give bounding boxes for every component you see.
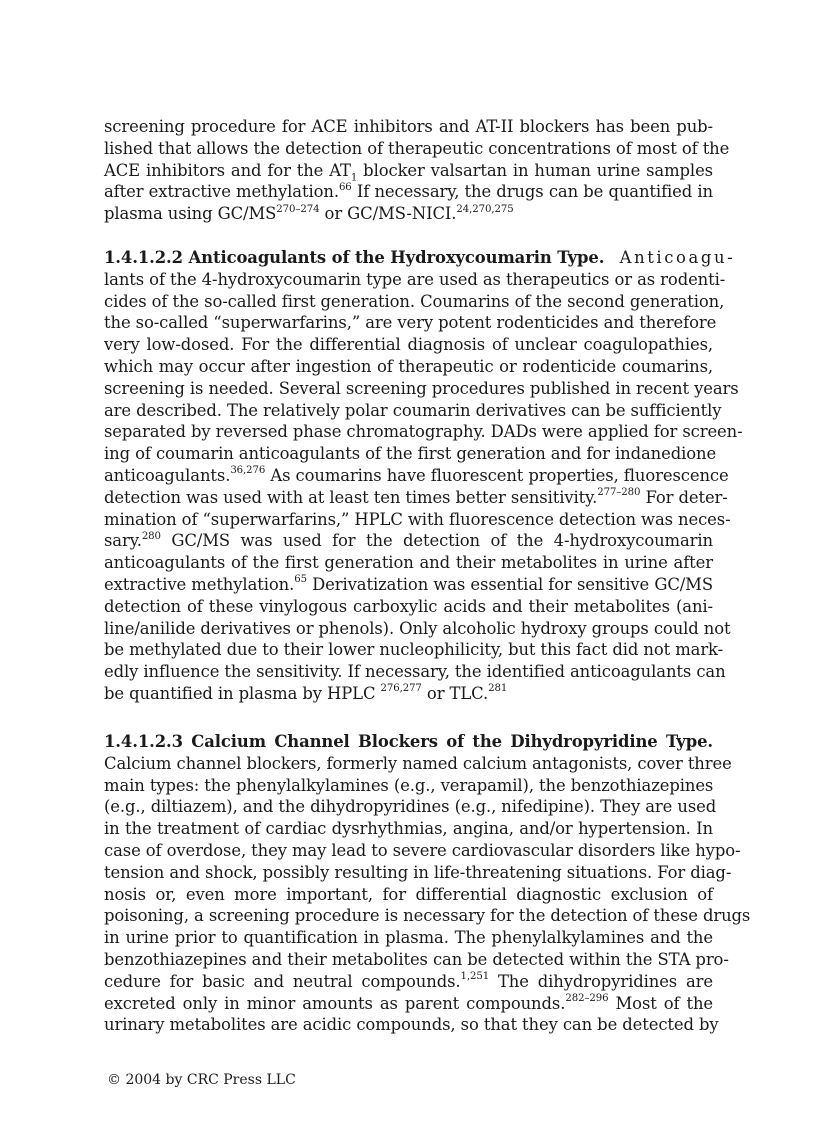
text-line: which may occur after ingestion of therapeutic or rodenticide coumarins, (104, 356, 713, 376)
paragraph-ace-inhibitors (104, 116, 730, 225)
text-line: lished that allows the detection of therapeutic concentrations of most of the (104, 138, 730, 158)
text-line: be methylated due to their lower nucleophilicity, but this fact did not mark- (104, 640, 724, 660)
citation: 280 (141, 530, 161, 542)
citation: 276,277 (380, 683, 422, 695)
citation: 36,276 (230, 465, 266, 477)
text-line: sary.$^{280}$ GC/MS was used for the detection of the 4-hydroxycoumarin (104, 530, 713, 551)
text-line: be quantified in plasma by HPLC $^{276,277}$ or TLC.$^{281}$ (104, 683, 508, 703)
citation: 277–280 (597, 487, 641, 499)
citation: 282–296 (565, 993, 609, 1005)
section-calcium-channel-blockers (104, 731, 751, 1036)
text-line: excreted only in minor amounts as parent compounds.$^{282-296}$ Most of the (104, 993, 713, 1013)
text-line: very low-dosed. For the differential diagnosis of unclear coagulopathies, (104, 335, 713, 355)
text-line: main types: the phenylalkylamines (e.g., verapamil), the benzothiazepines (104, 775, 714, 795)
text-line: lants of the 4-hydroxycoumarin type are used as therapeutics or as rodenti- (104, 269, 726, 289)
text-line: ACE inhibitors and for the $AT_1$ blocker valsartan in human urine samples (104, 160, 713, 183)
citation: 1,251 (460, 971, 490, 983)
text-line: after extractive methylation.$^{66}$ If necessary, the drugs can be quantified in (104, 181, 713, 202)
text-line: separated by reversed phase chromatography. DADs were applied for screen- (104, 422, 743, 442)
section-heading: 1.4.1.2.3 Calcium Channel Blockers of the Dihydropyridine Type. (104, 732, 713, 751)
text-line: extractive methylation.$^{65}$ Derivatization was essential for sensitive GC/MS (104, 574, 713, 594)
text-line: screening is needed. Several screening procedures published in recent years (104, 378, 739, 398)
text-line: mination of “superwarfarins,” HPLC with fluorescence detection was neces- (104, 509, 731, 529)
copyright-footer: © 2004 by CRC Press LLC (107, 1072, 296, 1088)
text-line: poisoning, a screening procedure is necessary for the detection of these drugs (104, 906, 751, 926)
text-line: Calcium channel blockers, formerly named calcium antagonists, cover three (104, 753, 732, 773)
citation: 24,270,275 (456, 203, 514, 215)
section-anticoagulants (104, 247, 743, 705)
text-line: ing of coumarin anticoagulants of the first generation and for indanedione (104, 444, 717, 464)
text-line: edly influence the sensitivity. If necessary, the identified anticoagulants can (104, 662, 726, 682)
text-line: (e.g., diltiazem), and the dihydropyridines (e.g., nifedipine). They are used (104, 797, 717, 817)
text-line: case of overdose, they may lead to severe cardiovascular disorders like hypo- (104, 840, 741, 860)
text-line: cedure for basic and neutral compounds.$^{1,251}$ The dihydropyridines are (104, 971, 713, 991)
citation: 66 (338, 181, 352, 193)
section-heading: 1.4.1.2.2 Anticoagulants of the Hydroxycoumarin Type. (104, 248, 605, 267)
text-line: plasma using GC/MS$^{270-274}$ or GC/MS-NICI.$^{24,270,275}$ (104, 203, 514, 224)
text-line: screening procedure for ACE inhibitors and AT-II blockers has been pub- (104, 117, 713, 136)
text-line (104, 731, 713, 753)
text-line: 1.4.1.2.2 Anticoagulants of the Hydroxycoumarin Type. Anticoagu- (104, 248, 736, 267)
text-line: cides of the so-called first generation. Coumarins of the second generation, (104, 291, 725, 311)
text-line: benzothiazepines and their metabolites can be detected within the STA pro- (104, 949, 729, 969)
text-line: anticoagulants of the first generation and their metabolites in urine after (104, 553, 713, 573)
text-line: detection of these vinylogous carboxylic acids and their metabolites (ani- (104, 596, 713, 616)
text-line: in the treatment of cardiac dysrhythmias, angina, and/or hypertension. In (104, 819, 713, 839)
text-line: the so-called “superwarfarins,” are very potent rodenticides and therefore (104, 313, 717, 333)
text-line: anticoagulants.$^{36,276}$ As coumarins have fluorescent properties, fluorescence (104, 465, 729, 485)
citation: 281 (488, 683, 508, 695)
subscript: 1 (350, 171, 358, 183)
citation: 65 (294, 574, 307, 586)
text-line: are described. The relatively polar coumarin derivatives can be sufficiently (104, 400, 722, 420)
text-line: urinary metabolites are acidic compounds, so that they can be detected by (104, 1015, 719, 1035)
text-line: tension and shock, possibly resulting in life-threatening situations. For diag- (104, 862, 732, 882)
citation: 270–274 (276, 203, 320, 215)
text-line: detection was used with at least ten times better sensitivity.$^{277-280}$ For deter- (104, 487, 728, 507)
text-line: line/anilide derivatives or phenols). Only alcoholic hydroxy groups could not (104, 618, 731, 638)
text-line: in urine prior to quantification in plasma. The phenylalkylamines and the (104, 928, 713, 948)
text-line: nosis or, even more important, for differential diagnostic exclusion of (104, 884, 713, 904)
